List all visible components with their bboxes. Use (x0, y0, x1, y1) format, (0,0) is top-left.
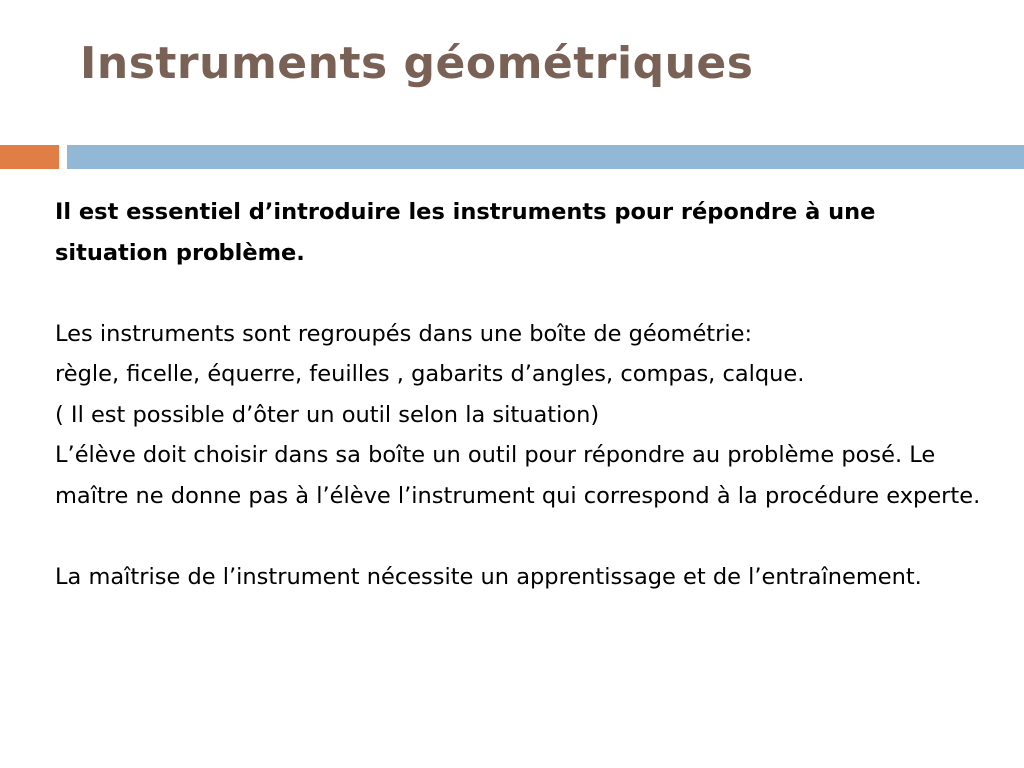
student-choice-text: L’élève doit choisir dans sa boîte un outil pour répondre au problème posé. Le maître ne donne pas à l’élève l’instrument qui correspond à la procédure experte. (55, 442, 981, 509)
slide-title: Instruments géométriques (80, 38, 754, 89)
instruments-list: règle, ficelle, équerre, feuilles , gabarits d’angles, compas, calque. (55, 361, 805, 387)
accent-bar-blue (67, 145, 1024, 169)
instruments-text-line1: Les instruments sont regroupés dans une boîte de géométrie: (55, 320, 753, 347)
paragraph-spacer (55, 273, 995, 314)
slide-body (55, 192, 995, 597)
intro-text: Il est essentiel d’introduire les instruments pour répondre à une situation problème. (55, 199, 876, 266)
paragraph-spacer (55, 516, 995, 557)
accent-bar-orange (0, 145, 59, 169)
mastery-text: La maîtrise de l’instrument nécessite un apprentissage et de l’entraînement. (55, 563, 922, 590)
instruments-note: ( Il est possible d’ôter un outil selon la situation) (55, 401, 600, 428)
